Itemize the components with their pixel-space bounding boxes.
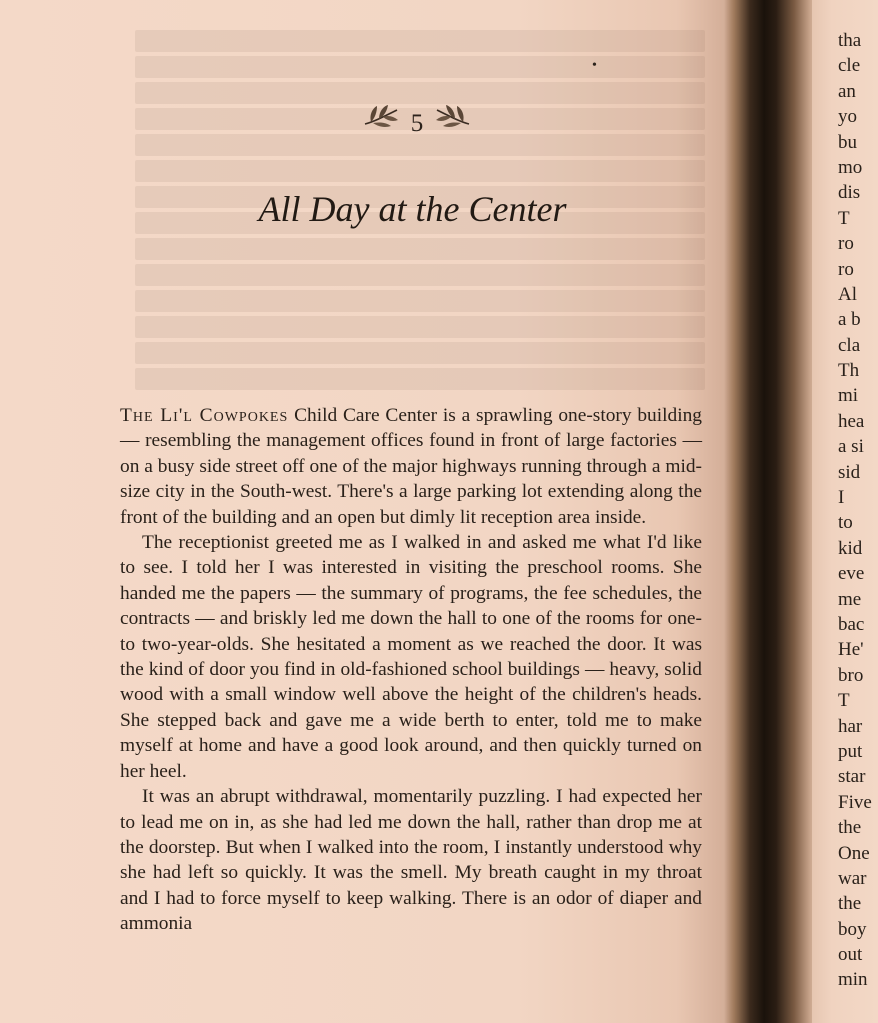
- fragment-line: bu: [838, 131, 857, 153]
- fragment-line: a si: [838, 436, 864, 458]
- paragraph-1-text: Child Care Center is a sprawling one-story building — resembling the management offices found in front of large factories — on a busy side street off one of the major highways running through a mid-size city in the South-west. There's a large parking lot extending along the front of the building and an open but dimly lit reception area inside.: [120, 405, 703, 528]
- fragment-line: mi: [838, 385, 859, 407]
- fragment-line: eve: [838, 563, 865, 585]
- leaf-ornament-left-icon: [361, 102, 401, 132]
- fragment-line: to: [838, 512, 853, 534]
- fragment-line: ro: [838, 258, 854, 280]
- fragment-line: Th: [838, 360, 860, 382]
- fragment-line: bro: [838, 664, 864, 686]
- fragment-line: dis: [838, 182, 861, 204]
- fragment-line: ro: [838, 233, 854, 255]
- fragment-line: out: [838, 944, 863, 966]
- fragment-line: put: [838, 740, 863, 762]
- speck: •: [592, 58, 597, 73]
- facing-page-fragments: [838, 28, 878, 993]
- fragment-line: Al: [838, 283, 857, 305]
- paragraph-3: It was an abrupt withdrawal, momentarily puzzling. I had expected her to lead me on in, as she had led me down the hall, rather than drop me at the doorstep. But when I walked into the room, I instantly understood why she had left so quickly. It was the smell. My breath caught in my throat and I had to force myself to keep walking. There is an odor of diaper and ammonia: [120, 786, 702, 935]
- fragment-line: T: [838, 690, 850, 712]
- fragment-line: mo: [838, 156, 863, 178]
- fragment-line: star: [838, 766, 866, 788]
- paragraph-1: [120, 403, 702, 530]
- fragment-line: tha: [838, 30, 862, 51]
- fragment-line: me: [838, 588, 862, 610]
- chapter-ornament: [352, 95, 482, 139]
- fragment-line: yo: [838, 106, 857, 128]
- fragment-line: boy: [838, 918, 867, 940]
- fragment-line: min: [838, 969, 868, 991]
- fragment-line: hea: [838, 410, 865, 432]
- fragment-line: sid: [838, 461, 861, 483]
- book-gutter: [724, 0, 824, 1023]
- fragment-line: kid: [838, 537, 863, 559]
- fragment-line: Five: [838, 791, 872, 813]
- lead-in-smallcaps: The Li'l Cowpokes: [120, 405, 289, 426]
- fragment-line: cla: [838, 334, 861, 356]
- chapter-title: All Day at the Center: [258, 189, 567, 229]
- leaf-ornament-right-icon: [433, 102, 473, 132]
- fragment-line: the: [838, 893, 862, 915]
- fragment-line: har: [838, 715, 863, 737]
- fragment-line: He': [838, 639, 864, 661]
- fragment-line: I: [838, 487, 845, 509]
- chapter-number: 5: [410, 110, 424, 137]
- fragment-line: war: [838, 867, 867, 889]
- fragment-line: bac: [838, 613, 865, 635]
- fragment-line: T: [838, 207, 850, 229]
- fragment-line: cle: [838, 55, 861, 77]
- fragment-line: an: [838, 80, 856, 102]
- paragraph-2: The receptionist greeted me as I walked in and asked me what I'd like to see. I told her I was interested in visiting the preschool rooms. She handed me the papers — the summary of programs, the fee schedules, the contracts — and briskly led me down the hall to one of the rooms for one- to two-year-olds. She hesitated a moment as we reached the door. It was the kind of door you find in old-fashioned school buildings — heavy, solid wood with a small window well above the height of the children's heads. She stepped back and gave me a wide berth to enter, told me to make myself at home and have a good look around, and then quickly turned on her heel.: [120, 532, 702, 782]
- fragment-line: a b: [838, 309, 861, 331]
- fragment-line: the: [838, 817, 862, 839]
- fragment-line: One: [838, 842, 870, 864]
- chapter-body: [120, 403, 702, 937]
